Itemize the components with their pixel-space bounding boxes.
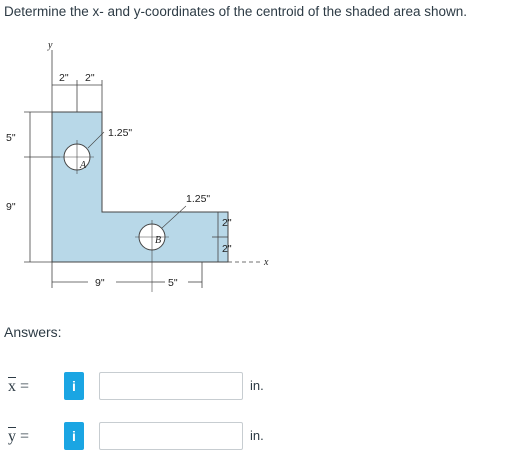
answer-row-x <box>0 372 531 406</box>
answers-heading: Answers: <box>4 324 62 340</box>
dim-bottom-right: 5" <box>168 277 178 289</box>
dim-top-right: 2" <box>85 72 95 84</box>
dim-right-upper: 2" <box>222 217 232 229</box>
x-bar-label: $\overline{x}$ = <box>8 378 30 395</box>
hole-a-label: A <box>80 160 87 171</box>
y-bar-label: $\overline{y}$ = <box>8 428 30 445</box>
dim-top-left: 2" <box>59 72 69 84</box>
hole-b-diameter: 1.25" <box>186 193 211 205</box>
x-axis-label: x <box>264 257 269 268</box>
dim-left-upper: 5" <box>6 132 16 144</box>
dim-right-lower: 2" <box>222 243 232 255</box>
info-button-y[interactable]: i <box>64 422 84 450</box>
info-button-x[interactable]: i <box>64 372 84 400</box>
y-unit: in. <box>250 428 264 443</box>
x-unit: in. <box>250 378 264 393</box>
answer-row-y <box>0 422 531 456</box>
hole-b-label: B <box>155 235 162 246</box>
question-text: Determine the x- and y-coordinates of the centroid of the shaded area shown. <box>4 4 468 19</box>
hole-a-diameter: 1.25" <box>108 127 133 139</box>
dim-left-lower: 9" <box>6 201 16 213</box>
x-answer-input[interactable] <box>99 372 243 400</box>
y-axis-label: y <box>48 40 53 51</box>
y-answer-input[interactable] <box>99 422 243 450</box>
centroid-figure <box>0 30 300 300</box>
dim-bottom-left: 9" <box>95 277 105 289</box>
